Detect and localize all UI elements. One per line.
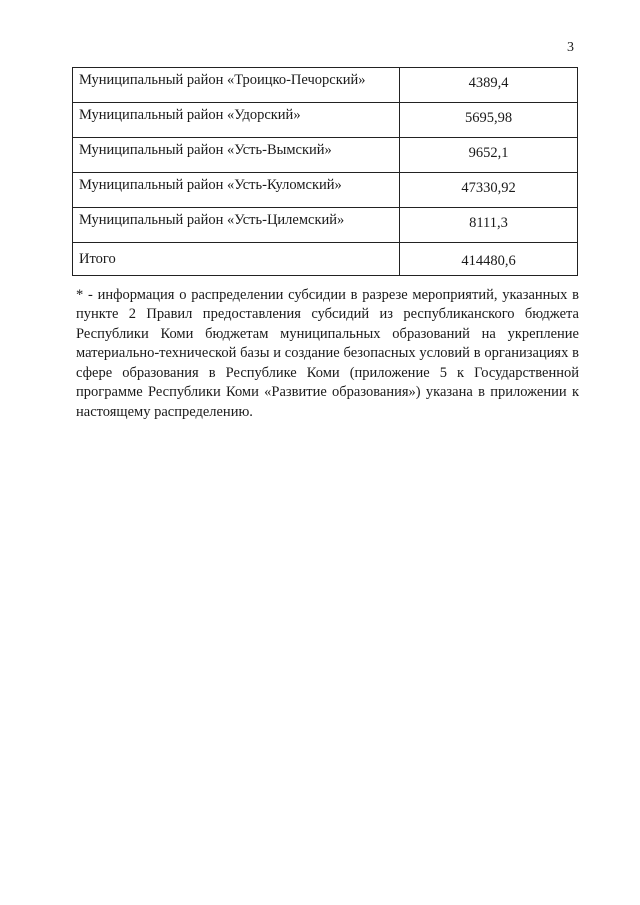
table-row bbox=[73, 103, 578, 138]
municipality-name: Муниципальный район «Троицко-Печорский» bbox=[73, 68, 400, 103]
subsidy-amount: 8111,3 bbox=[400, 208, 578, 243]
municipality-name: Муниципальный район «Усть-Куломский» bbox=[73, 173, 400, 208]
table-row bbox=[73, 138, 578, 173]
table-row bbox=[73, 68, 578, 103]
footnote: * - информация о распределении субсидии в разрезе мероприятий, указанных в пункте 2 Правил предоставления субсидий из республиканского бюджета Республики Коми бюджетам муниципальных образований на укрепление материально-технической базы и создание безопасных условий в организациях в сфере образования в Республике Коми (приложение 5 к Государственной программе Республики Коми «Развитие образования») указана в приложении к настоящему распределению. bbox=[76, 286, 579, 420]
total-label: Итого bbox=[73, 243, 400, 276]
subsidy-distribution-table bbox=[72, 67, 578, 276]
table-row bbox=[73, 173, 578, 208]
subsidy-amount: 47330,92 bbox=[400, 173, 578, 208]
subsidy-amount: 5695,98 bbox=[400, 103, 578, 138]
subsidy-amount: 4389,4 bbox=[400, 68, 578, 103]
table-row bbox=[73, 208, 578, 243]
subsidy-amount: 9652,1 bbox=[400, 138, 578, 173]
page-number: 3 bbox=[567, 40, 574, 55]
municipality-name: Муниципальный район «Усть-Цилемский» bbox=[73, 208, 400, 243]
municipality-name: Муниципальный район «Удорский» bbox=[73, 103, 400, 138]
total-row bbox=[73, 243, 578, 276]
total-amount: 414480,6 bbox=[400, 243, 578, 276]
municipality-name: Муниципальный район «Усть-Вымский» bbox=[73, 138, 400, 173]
